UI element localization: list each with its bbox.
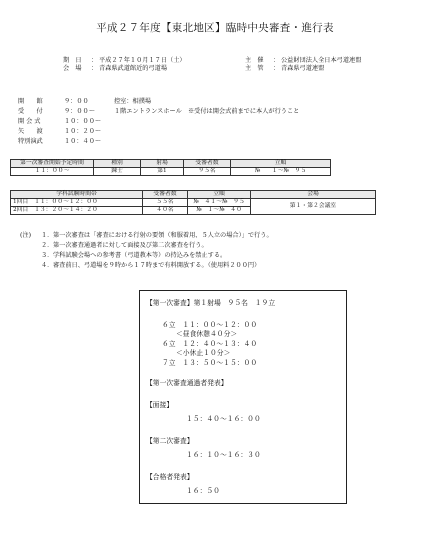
- announce-heading: 【第一次審査通過者発表】: [146, 379, 228, 387]
- manager-row: [245, 65, 361, 73]
- table-cell: 1回目 １１：００〜１２：００: [11, 199, 143, 207]
- note-item: [20, 242, 273, 252]
- table-header-row: [11, 191, 376, 199]
- schedule-note: １階エントランスホール ※受付は開会式前までに本人が行うこと: [114, 108, 300, 115]
- schedule-row: [18, 98, 299, 108]
- second-exam-heading: 【第二次審査】: [146, 437, 194, 445]
- slot-line: ６立 １２：４０〜１３：４０: [162, 340, 258, 348]
- schedule-row: [18, 108, 299, 118]
- date-label: 期 日: [63, 57, 82, 64]
- schedule-key: 特別演武: [18, 138, 43, 145]
- table-header-cell: 立順: [188, 191, 251, 199]
- colon: ：: [91, 65, 98, 72]
- pass-time: １６：５０: [186, 487, 220, 495]
- table-cell: 第1: [141, 168, 184, 176]
- interview-heading: 【面接】: [146, 401, 174, 409]
- schedule-key: 開 館: [18, 98, 43, 105]
- schedule-time: ９：００: [64, 98, 89, 105]
- schedule-note: 控室：相撲場: [114, 98, 152, 105]
- slot-line: ６立 １１：００〜１２：００: [162, 321, 258, 329]
- progress-schedule-box: [139, 290, 347, 504]
- table-header-cell: 受審者数: [143, 191, 188, 199]
- organizer-label: 主 催: [245, 57, 264, 64]
- note-number: ３．: [41, 252, 54, 259]
- table-cell: ４０名: [143, 207, 188, 215]
- manager-value: 青森県弓道連盟: [281, 65, 325, 72]
- schedule-time: １０：４０〜: [64, 138, 102, 145]
- colon: ：: [273, 65, 280, 72]
- table-cell: № １〜№ ９５: [231, 168, 331, 176]
- date-value: 平成２７年１０月１７日（土）: [99, 57, 186, 64]
- table-cell: ９５名: [184, 168, 231, 176]
- table-cell: № ４１〜№ ９５: [188, 199, 251, 207]
- notes-section: [20, 232, 273, 272]
- note-item: [20, 232, 273, 242]
- manager-label: 主 管: [245, 65, 264, 72]
- second-exam-time: １６：１０〜１６：３０: [186, 451, 261, 459]
- note-item: [20, 262, 273, 272]
- venue-value: 青森県武道館近的弓道場: [99, 65, 168, 72]
- first-exam-table: [10, 159, 331, 176]
- organizer-row: [245, 57, 361, 65]
- lunch-note: ＜昼食休憩４０分＞: [176, 330, 238, 338]
- schedule-list: [18, 98, 299, 148]
- table-cell: 錬士: [94, 168, 141, 176]
- table-header-cell: 射場: [141, 160, 184, 168]
- interview-time: １５：４０〜１６：００: [186, 415, 261, 423]
- schedule-row: [18, 128, 299, 138]
- table-cell: № １〜№ ４０: [188, 207, 251, 215]
- note-number: １．: [41, 232, 54, 239]
- organizer-info: [245, 57, 361, 73]
- note-text: 第一次審査通過者に対して面接及び第二次審査を行う。: [53, 242, 208, 249]
- table-header-cell: 立順: [231, 160, 331, 168]
- first-exam-heading: 【第一次審査】第１射場 ９５名 １９立: [146, 299, 276, 307]
- organizer-value: 公益財団法人全日本弓道連盟: [281, 57, 362, 64]
- table-header-cell: 会場: [251, 191, 376, 199]
- page-title: 平成２７年度【東北地区】臨時中央審査・進行表: [96, 22, 334, 34]
- schedule-key: 受 付: [18, 108, 43, 115]
- table-cell-venue: 第１・第２会議室: [251, 199, 376, 215]
- table-header-row: [11, 160, 331, 168]
- venue-label: 会 場: [63, 65, 82, 72]
- note-number: ２．: [41, 242, 54, 249]
- colon: ：: [91, 57, 98, 64]
- written-exam-table: [10, 190, 376, 215]
- table-row: [11, 199, 376, 207]
- date-row: [63, 57, 186, 65]
- note-text: 学科試験会場への参考書（弓道教本等）の持込みを禁止する。: [53, 252, 227, 259]
- schedule-row: [18, 138, 299, 148]
- schedule-time: ９：００〜: [64, 108, 95, 115]
- note-text: 審査前日、弓道場を９時から１７時まで有料開放する。（使用料２００円）: [53, 262, 261, 269]
- schedule-time: １０：２０〜: [64, 128, 102, 135]
- note-text: 第一次審査は「審査における行射の要領（和服着用、５人立の場合）」で行う。: [53, 232, 273, 239]
- table-cell: １１：００〜: [11, 168, 94, 176]
- event-info: [63, 57, 186, 73]
- table-cell: ５５名: [143, 199, 188, 207]
- schedule-row: [18, 118, 299, 128]
- table-row: [11, 168, 331, 176]
- schedule-key: 開 会 式: [18, 118, 41, 125]
- table-header-cell: 受審者数: [184, 160, 231, 168]
- slot-line: ７立 １３：５０〜１５：００: [162, 359, 258, 367]
- notes-prefix: (注): [20, 232, 32, 239]
- colon: ：: [273, 57, 280, 64]
- table-cell: 2回目 １３：２０〜１４：２０: [11, 207, 143, 215]
- schedule-key: 矢 渡: [18, 128, 43, 135]
- table-header-cell: 学科試験時間帯: [11, 191, 143, 199]
- table-header-cell: 第一次審査開始予定時間: [11, 160, 94, 168]
- note-item: [20, 252, 273, 262]
- venue-row: [63, 65, 186, 73]
- break-note: ＜小休止１０分＞: [176, 349, 231, 357]
- table-header-cell: 種別: [94, 160, 141, 168]
- note-number: ４．: [41, 262, 54, 269]
- pass-heading: 【合格者発表】: [146, 473, 194, 481]
- schedule-time: １０：００〜: [64, 118, 102, 125]
